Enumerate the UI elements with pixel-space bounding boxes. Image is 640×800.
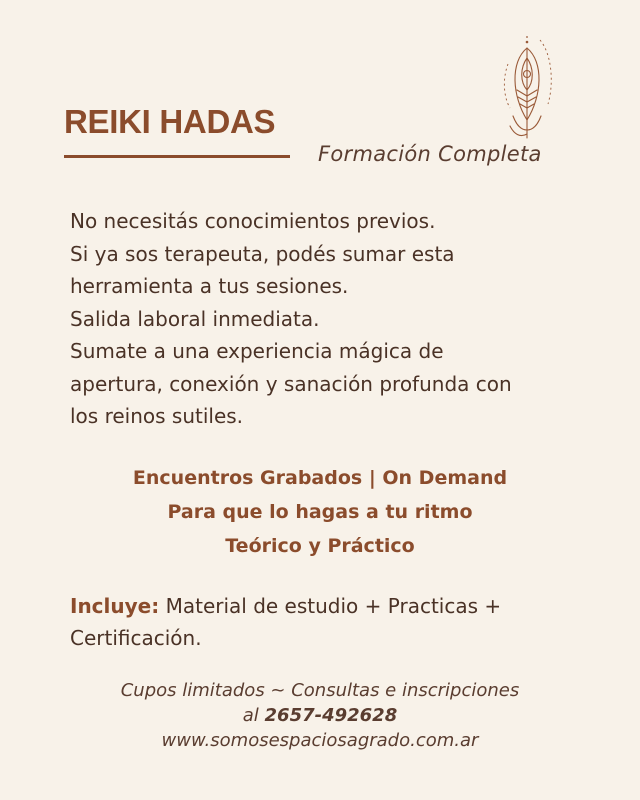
course-highlights [0,461,640,563]
phone-number[interactable]: 2657-492628 [264,705,398,726]
highlight-line: Para que lo hagas a tu ritmo [167,501,473,523]
intro-line: los reinos sutiles. [70,404,244,428]
includes-section [70,590,590,654]
intro-line: apertura, conexión y sanación profunda con [70,371,512,396]
title-underline [64,155,290,158]
footer-phone-prefix: al [242,705,265,726]
footer-availability: Cupos limitados ~ Consultas e inscripciones [120,680,520,701]
intro-line: Si ya sos terapeuta, podés sumar esta [70,241,455,266]
website-link[interactable]: www.somosespaciosagrado.com.ar [161,730,479,751]
page-subtitle: Formación Completa [318,142,542,166]
intro-line: herramienta a tus sesiones. [70,274,349,298]
intro-line: Sumate a una experiencia mágica de [70,339,444,363]
intro-paragraph [70,205,610,433]
feather-icon [496,34,558,144]
includes-label: Incluye: [70,594,160,618]
highlight-line: Encuentros Grabados | On Demand [132,467,508,489]
includes-text-continued: Certificación. [70,626,202,650]
highlight-line: Teórico y Práctico [225,535,415,557]
intro-line: No necesitás conocimientos previos. [70,209,436,233]
page-title: REIKI HADAS [64,103,276,140]
includes-text: Material de estudio + Practicas + [159,594,502,618]
intro-line: Salida laboral inmediata. [70,306,320,331]
contact-footer [0,678,640,753]
